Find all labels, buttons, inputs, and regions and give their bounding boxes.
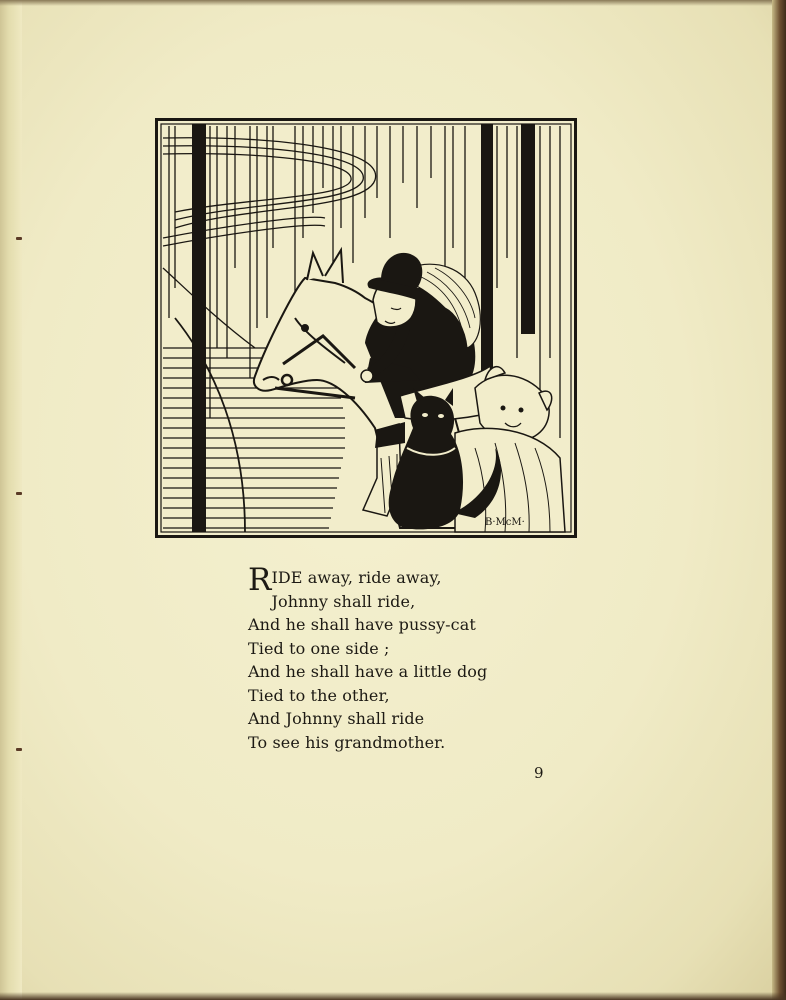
poem-line-7: And Johnny shall ride (248, 709, 425, 728)
book-spine-edge (0, 0, 22, 1000)
poem-line-8: To see his grandmother. (248, 732, 446, 752)
poem-line-5: And he shall have a little dog (248, 662, 488, 681)
page-right-edge (772, 0, 786, 1000)
page-bottom-edge (0, 992, 786, 1000)
binding-mark (16, 748, 22, 751)
poem-line-1 (248, 562, 548, 598)
page-top-edge (0, 0, 786, 6)
artist-signature: B·McM· (485, 517, 525, 528)
woodcut-illustration (155, 118, 577, 538)
poem-line-6: Tied to the other, (248, 685, 390, 705)
binding-mark (16, 492, 22, 495)
drop-cap: R (248, 562, 272, 598)
poem-line-3: And he shall have pussy-cat (248, 615, 476, 634)
nursery-rhyme-poem (248, 562, 548, 754)
poem-line-2: Johnny shall ride, (271, 591, 416, 611)
binding-mark (16, 237, 22, 240)
poem-line-4: Tied to one side ; (248, 638, 390, 658)
page-number: 9 (534, 764, 544, 782)
poem-first-line-text: IDE away, ride away, (271, 568, 442, 587)
